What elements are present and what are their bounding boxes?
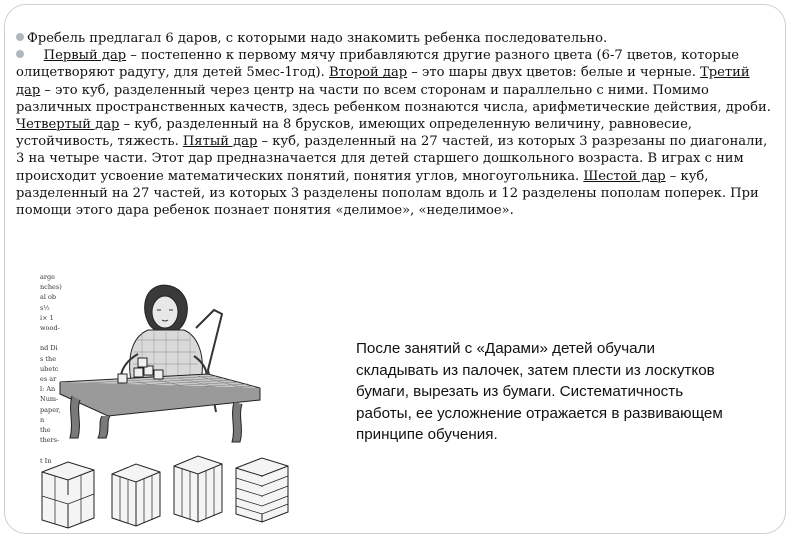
child-at-table-illustration — [60, 285, 260, 442]
gift-5-term: Пятый дар — [182, 134, 258, 150]
gift-4-term: Четвертый дар — [16, 117, 120, 133]
side-text-line: i× 1 — [40, 313, 54, 322]
side-text-line: s the — [40, 354, 57, 363]
gift-3-text: – это куб, разделенный через центр на части по всем сторонам и параллельно с ними. Помимо различных пространственных качеств, здесь ребенком познаются числа, арифметические действия, дроби. — [16, 82, 771, 115]
side-text-line: s½ — [40, 303, 50, 312]
froebel-gifts-engraving — [38, 270, 328, 532]
side-text-line: arge — [40, 273, 55, 281]
gift-4-text: – куб, разделенный на 8 брусков, имеющих определенную величину, равновесие, устойчивость, тяжесть. — [16, 117, 693, 150]
gift-6-text: – куб, разделенный на 27 частей, из которых 3 разделены пополам вдоль и 12 разделены пополам поперек. При помощи этого дара ребенок познает понятия «делимое», «неделимое». — [16, 168, 759, 219]
side-text-line: ubetc — [40, 364, 59, 373]
caption-text: После занятий с «Дарами» детей обучали складывать из палочек, затем плести из лоскутков бумаги, вырезать из бумаги. Систематичность работы, ее услoжнение отражается в развивающем принципе обучения. — [356, 340, 723, 444]
side-text-line: the — [40, 426, 51, 435]
gift-3-term: Третий дар — [16, 65, 750, 98]
cube-gifts-diagrams — [42, 456, 288, 528]
gift-1-text: – постепенно к первому мячу прибавляются другие разного цвета (6-7 цветов, которые олицетворяют радугу, для детей 5мес-1год). — [16, 48, 739, 81]
side-text-line: thers- — [40, 436, 60, 445]
side-text-line: wood- — [40, 324, 60, 333]
side-text-line: l: An — [40, 385, 56, 394]
side-text-line: es ar — [40, 375, 57, 384]
gift-2-text: – это шары двух цветов: белые и черные. — [407, 65, 701, 81]
gift-5-text: – куб, разделенный на 27 частей, из которых 3 разрезаны по диагонали, 3 на четыре части. Этот дар предназначается для детей старшего дошкольного возраста. В играх с ним происходит усвоение математических понятий, понятия углов, многоугольника. — [16, 134, 768, 184]
gift-1-term: Первый дар — [43, 48, 127, 64]
bullet-intro-text: Фребель предлагал 6 даров, с которыми надо знакомить ребенка последовательно. — [27, 31, 608, 46]
gift-2-term: Второй дар — [328, 65, 408, 81]
bullet-gifts — [16, 47, 771, 219]
bullet-dot-icon — [16, 33, 24, 41]
side-text-line: t In — [40, 456, 52, 465]
side-text-line: Num- — [40, 395, 59, 404]
bullet-dot-icon — [16, 50, 24, 58]
side-text-line: n — [40, 415, 45, 424]
bullet-indent — [27, 48, 44, 63]
bullet-list — [16, 30, 771, 219]
side-text-line: al ob — [40, 293, 57, 302]
side-text-line: nd Di — [40, 344, 58, 353]
side-text-line: nches) — [40, 283, 62, 292]
gift-6-term: Шестой дар — [583, 168, 666, 184]
side-text-line: paper, — [40, 405, 61, 414]
bullet-intro — [16, 30, 771, 47]
